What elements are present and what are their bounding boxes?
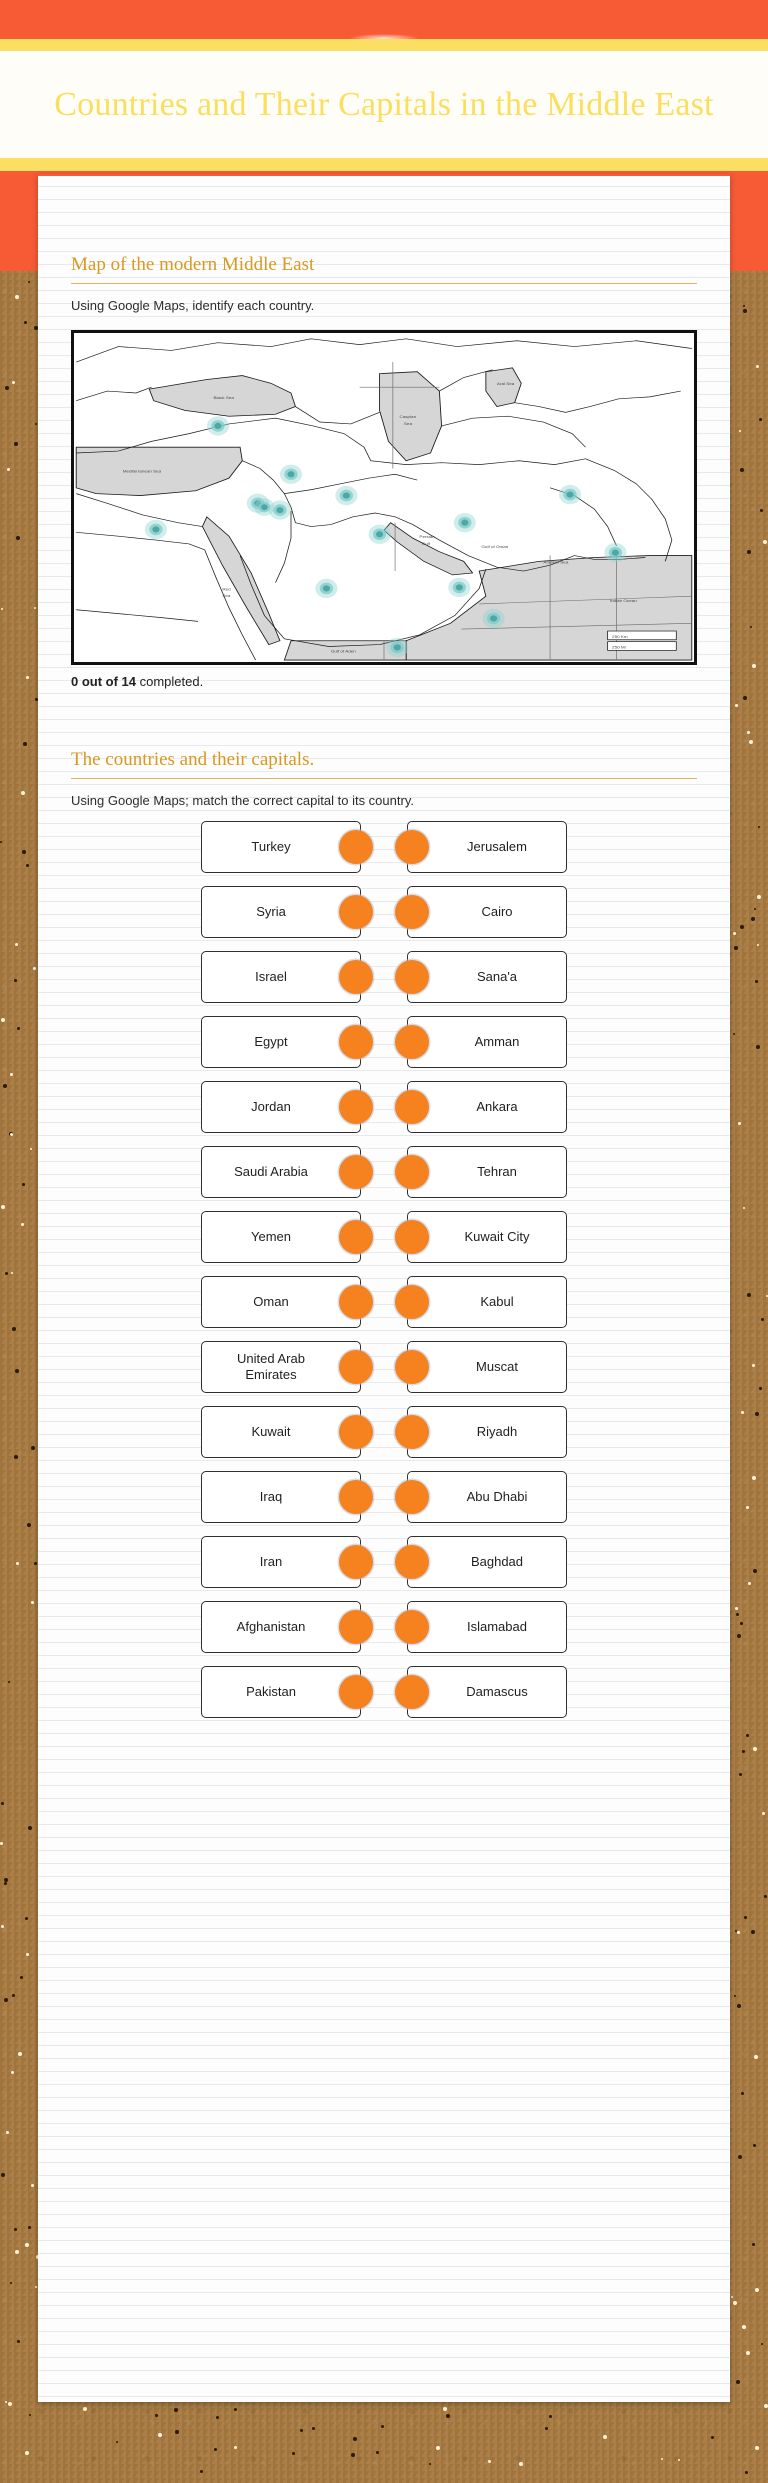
capital-label: Cairo: [481, 903, 513, 919]
country-box[interactable]: [201, 1146, 361, 1198]
capital-connector-dot[interactable]: [395, 830, 429, 864]
match-section-divider: [71, 778, 697, 779]
country-label: United Arab Emirates: [237, 1350, 305, 1383]
marker-iraq: [335, 485, 357, 504]
country-box[interactable]: [201, 1471, 361, 1523]
cork-speckle: [1, 1925, 4, 1928]
match-row: [71, 1471, 697, 1523]
cork-speckle: [751, 1930, 755, 1934]
match-section-heading: The countries and their capitals.: [71, 748, 315, 770]
country-box[interactable]: [201, 1601, 361, 1653]
cork-speckle: [754, 2055, 758, 2059]
capital-label: Baghdad: [470, 1553, 524, 1569]
capital-label: Amman: [474, 1033, 520, 1049]
capital-connector-dot[interactable]: [395, 1350, 429, 1384]
match-row: [71, 1341, 697, 1393]
capital-connector-dot[interactable]: [395, 1220, 429, 1254]
cork-speckle: [735, 1930, 737, 1932]
country-box[interactable]: [201, 1081, 361, 1133]
cork-speckle: [22, 850, 26, 854]
country-box[interactable]: [201, 1666, 361, 1718]
map-section-divider: [71, 283, 697, 284]
sea-label-gulf-of-aden: Gulf of Aden: [330, 648, 356, 653]
country-box[interactable]: [201, 886, 361, 938]
country-connector-dot[interactable]: [339, 1220, 373, 1254]
cork-speckle: [28, 1826, 32, 1830]
capital-box[interactable]: [407, 951, 567, 1003]
capital-connector-dot[interactable]: [395, 895, 429, 929]
marker-kuwait: [369, 524, 391, 543]
cork-speckle: [22, 1183, 25, 1186]
country-box[interactable]: [201, 951, 361, 1003]
svg-text:250 Km: 250 Km: [612, 633, 628, 639]
cork-speckle: [4, 1882, 7, 1885]
cork-speckle: [15, 943, 18, 946]
cork-speckle: [743, 696, 747, 700]
cork-speckle: [116, 2441, 118, 2443]
cork-speckle: [10, 2282, 12, 2284]
capital-box[interactable]: [407, 1471, 567, 1523]
country-label: Iran: [259, 1553, 283, 1569]
yellow-bar-bottom: [0, 158, 768, 171]
cork-speckle: [733, 932, 736, 935]
cork-speckle: [739, 1773, 742, 1776]
progress-count: 0 out of 14: [71, 673, 137, 689]
match-row: [71, 1601, 697, 1653]
cork-speckle: [747, 1293, 751, 1297]
country-connector-dot[interactable]: [339, 1090, 373, 1124]
cork-speckle: [549, 2415, 552, 2418]
sea-label-mediterranean-sea: Mediterranean Sea: [122, 468, 162, 473]
cork-speckle: [752, 664, 756, 668]
capital-connector-dot[interactable]: [395, 1285, 429, 1319]
cork-speckle: [34, 326, 38, 330]
sea-label-indian-ocean: Indian Ocean: [609, 597, 637, 603]
country-label: Israel: [255, 968, 287, 984]
sea-label-black-sea: Black Sea: [213, 394, 234, 400]
cork-speckle: [734, 1995, 736, 1997]
cork-speckle: [174, 2408, 178, 2412]
cork-speckle: [748, 1582, 751, 1585]
country-box[interactable]: [201, 1406, 361, 1458]
country-label: Oman: [253, 1293, 289, 1309]
cork-speckle: [16, 536, 20, 540]
cork-speckle: [292, 2452, 295, 2455]
cork-speckle: [376, 2451, 379, 2454]
cork-speckle: [5, 386, 9, 390]
cork-speckle: [7, 468, 10, 471]
match-row: [71, 1081, 697, 1133]
marker-yemen: [386, 637, 408, 656]
cork-speckle: [353, 2437, 357, 2441]
cork-speckle: [753, 1569, 757, 1573]
country-label: Jordan: [251, 1098, 291, 1114]
capital-connector-dot[interactable]: [395, 1155, 429, 1189]
cork-speckle: [738, 2155, 742, 2159]
capital-label: Muscat: [476, 1358, 518, 1374]
cork-speckle: [739, 430, 741, 432]
country-label: Saudi Arabia: [234, 1163, 308, 1179]
capital-label: Islamabad: [467, 1618, 527, 1634]
cork-speckle: [29, 2414, 31, 2416]
country-connector-dot[interactable]: [339, 1545, 373, 1579]
cork-speckle: [603, 2435, 607, 2439]
cork-speckle: [751, 917, 755, 921]
match-row: [71, 1536, 697, 1588]
country-connector-dot[interactable]: [339, 830, 373, 864]
cork-speckle: [10, 1073, 13, 1076]
capital-box[interactable]: [407, 1146, 567, 1198]
cork-speckle: [31, 2184, 34, 2187]
sea-label-gulf-of-oman: Gulf of Oman: [481, 543, 509, 549]
cork-speckle: [740, 468, 744, 472]
capital-box[interactable]: [407, 821, 567, 873]
capital-box[interactable]: [407, 1211, 567, 1263]
cork-speckle: [175, 2430, 179, 2434]
capital-connector-dot[interactable]: [395, 1025, 429, 1059]
cork-speckle: [764, 1895, 767, 1898]
capital-label: Kabul: [480, 1293, 514, 1309]
country-connector-dot[interactable]: [339, 1155, 373, 1189]
cork-speckle: [12, 1994, 15, 1997]
match-row: [71, 951, 697, 1003]
match-row: [71, 886, 697, 938]
map-section-description: Using Google Maps, identify each country.: [71, 298, 315, 313]
country-connector-dot[interactable]: [339, 1675, 373, 1709]
match-row: [71, 1016, 697, 1068]
match-section-description: Using Google Maps; match the correct capital to its country.: [71, 792, 414, 808]
capital-label: Damascus: [466, 1683, 528, 1699]
marker-egypt: [145, 519, 167, 538]
marker-afghanistan: [559, 484, 581, 503]
capital-connector-dot[interactable]: [395, 1610, 429, 1644]
cork-speckle: [756, 365, 759, 368]
capital-connector-dot[interactable]: [395, 1545, 429, 1579]
cork-speckle: [17, 1027, 20, 1030]
capital-label: Kuwait City: [464, 1228, 530, 1244]
country-connector-dot[interactable]: [339, 1415, 373, 1449]
cork-speckle: [35, 2286, 37, 2288]
country-label: Afghanistan: [236, 1618, 306, 1634]
cork-speckle: [10, 1133, 13, 1136]
capital-box[interactable]: [407, 1666, 567, 1718]
country-connector-dot[interactable]: [339, 895, 373, 929]
capital-box[interactable]: [407, 1601, 567, 1653]
cork-speckle: [25, 1917, 28, 1920]
capital-box[interactable]: [407, 1276, 567, 1328]
cork-speckle: [21, 791, 25, 795]
capital-label: Riyadh: [476, 1423, 518, 1439]
cork-speckle: [744, 1916, 747, 1919]
marker-syria: [280, 464, 302, 483]
middle-east-map[interactable]: [71, 330, 697, 665]
cork-speckle: [731, 2296, 733, 2298]
page-title: Countries and Their Capitals in the Middle East: [54, 85, 714, 123]
cork-speckle: [300, 2429, 303, 2432]
cork-speckle: [747, 550, 751, 554]
capital-box[interactable]: [407, 886, 567, 938]
capital-connector-dot[interactable]: [395, 1415, 429, 1449]
marker-saudi-arabia: [315, 578, 337, 597]
country-label: Yemen: [251, 1228, 291, 1244]
svg-text:250 Mi: 250 Mi: [612, 644, 626, 649]
cork-speckle: [214, 2448, 217, 2451]
country-connector-dot[interactable]: [339, 960, 373, 994]
map-section: [71, 250, 697, 689]
capital-box[interactable]: [407, 1081, 567, 1133]
worksheet-paper: [38, 174, 730, 2402]
sea-label-caspian-sea-2: Sea: [403, 420, 412, 426]
sea-label-caspian-sea-1: Caspian: [399, 413, 417, 419]
sea-label-red-sea-2: Sea: [222, 592, 231, 598]
match-row: [71, 1666, 697, 1718]
cork-speckle: [745, 2471, 748, 2474]
cork-speckle: [25, 2451, 29, 2455]
capital-label: Tehran: [477, 1163, 517, 1179]
cork-speckle: [443, 2407, 447, 2411]
capital-label: Ankara: [476, 1098, 518, 1114]
country-connector-dot[interactable]: [339, 1610, 373, 1644]
capital-connector-dot[interactable]: [395, 1675, 429, 1709]
cork-speckle: [30, 1148, 32, 1150]
sea-label-red-sea-1: Red: [222, 586, 231, 591]
match-row: [71, 1211, 697, 1263]
country-box[interactable]: [201, 1536, 361, 1588]
top-red-bar: [0, 0, 768, 39]
cork-speckle: [26, 676, 29, 679]
cork-speckle: [31, 1446, 35, 1450]
match-section: [71, 745, 697, 1719]
cork-speckle: [743, 305, 745, 307]
cork-speckle: [741, 2092, 744, 2095]
cork-speckle: [752, 1364, 755, 1367]
capital-box[interactable]: [407, 1406, 567, 1458]
country-connector-dot[interactable]: [339, 1285, 373, 1319]
match-list: [71, 821, 697, 1718]
marker-oman: [483, 608, 505, 627]
sea-label-persian-gulf-1: Persian: [419, 533, 435, 539]
cork-speckle: [11, 2071, 14, 2074]
country-connector-dot[interactable]: [339, 1480, 373, 1514]
cork-speckle: [736, 1613, 739, 1616]
cork-speckle: [1, 608, 3, 610]
cork-speckle: [488, 2460, 491, 2463]
country-label: Syria: [256, 903, 286, 919]
match-row: [71, 821, 697, 873]
capital-label: Abu Dhabi: [466, 1488, 528, 1504]
cork-speckle: [11, 1272, 13, 1274]
country-label: Iraq: [259, 1488, 283, 1504]
country-label: Turkey: [251, 838, 291, 854]
cork-speckle: [753, 2144, 756, 2147]
country-connector-dot[interactable]: [339, 1025, 373, 1059]
cork-speckle: [14, 442, 18, 446]
capital-label: Jerusalem: [467, 838, 527, 854]
cork-speckle: [740, 925, 744, 929]
capital-label: Sana'a: [476, 968, 518, 984]
sea-label-arabian-sea: Arabian Sea: [543, 559, 569, 564]
cork-speckle: [436, 2446, 440, 2450]
cork-speckle: [26, 1953, 29, 1956]
marker-turkey: [207, 416, 229, 435]
cork-speckle: [711, 2436, 714, 2439]
cork-speckle: [760, 509, 763, 512]
sea-label-persian-gulf-2: Gulf: [421, 540, 430, 546]
cork-speckle: [34, 1562, 37, 1565]
yellow-bar-top: [0, 39, 768, 51]
capital-connector-dot[interactable]: [395, 1480, 429, 1514]
country-connector-dot[interactable]: [339, 1350, 373, 1384]
country-box[interactable]: [201, 821, 361, 873]
match-row: [71, 1406, 697, 1458]
cork-speckle: [756, 1045, 760, 1049]
map-svg: [74, 333, 694, 662]
country-label: Egypt: [254, 1033, 288, 1049]
capital-box[interactable]: [407, 1341, 567, 1393]
marker-uae: [448, 577, 470, 596]
capital-box[interactable]: [407, 1016, 567, 1068]
cork-speckle: [216, 2416, 219, 2419]
capital-connector-dot[interactable]: [395, 960, 429, 994]
country-label: Pakistan: [246, 1683, 296, 1699]
cork-speckle: [6, 2131, 9, 2134]
title-band: [0, 51, 768, 158]
cork-speckle: [8, 1681, 10, 1683]
cork-speckle: [4, 1998, 8, 2002]
cork-speckle: [734, 946, 738, 950]
cork-speckle: [21, 1223, 24, 1226]
cork-speckle: [234, 2446, 237, 2449]
marker-pakistan: [604, 543, 626, 562]
cork-speckle: [351, 2453, 355, 2457]
cork-speckle: [15, 1369, 19, 1373]
match-row: [71, 1146, 697, 1198]
cork-speckle: [755, 1412, 759, 1416]
marker-jordan: [269, 500, 291, 519]
cork-speckle: [742, 1750, 745, 1753]
sea-label-aral-sea: Aral Sea: [496, 381, 515, 386]
progress-status: [71, 674, 697, 689]
cork-speckle: [746, 1506, 749, 1509]
country-box[interactable]: [201, 1276, 361, 1328]
cork-speckle: [764, 2404, 768, 2408]
marker-iran: [454, 513, 476, 532]
cork-speckle: [755, 2288, 759, 2292]
country-box[interactable]: [201, 1016, 361, 1068]
capital-connector-dot[interactable]: [395, 1090, 429, 1124]
capital-box[interactable]: [407, 1536, 567, 1588]
match-row: [71, 1276, 697, 1328]
progress-suffix: completed.: [136, 673, 204, 689]
cork-speckle: [749, 740, 753, 744]
cork-speckle: [28, 281, 30, 283]
country-box[interactable]: [201, 1341, 361, 1393]
country-box[interactable]: [201, 1211, 361, 1263]
map-section-heading: Map of the modern Middle East: [71, 254, 315, 275]
cork-speckle: [20, 1976, 23, 1979]
country-label: Kuwait: [251, 1423, 291, 1439]
cork-speckle: [758, 826, 760, 828]
cork-speckle: [766, 1295, 768, 1297]
